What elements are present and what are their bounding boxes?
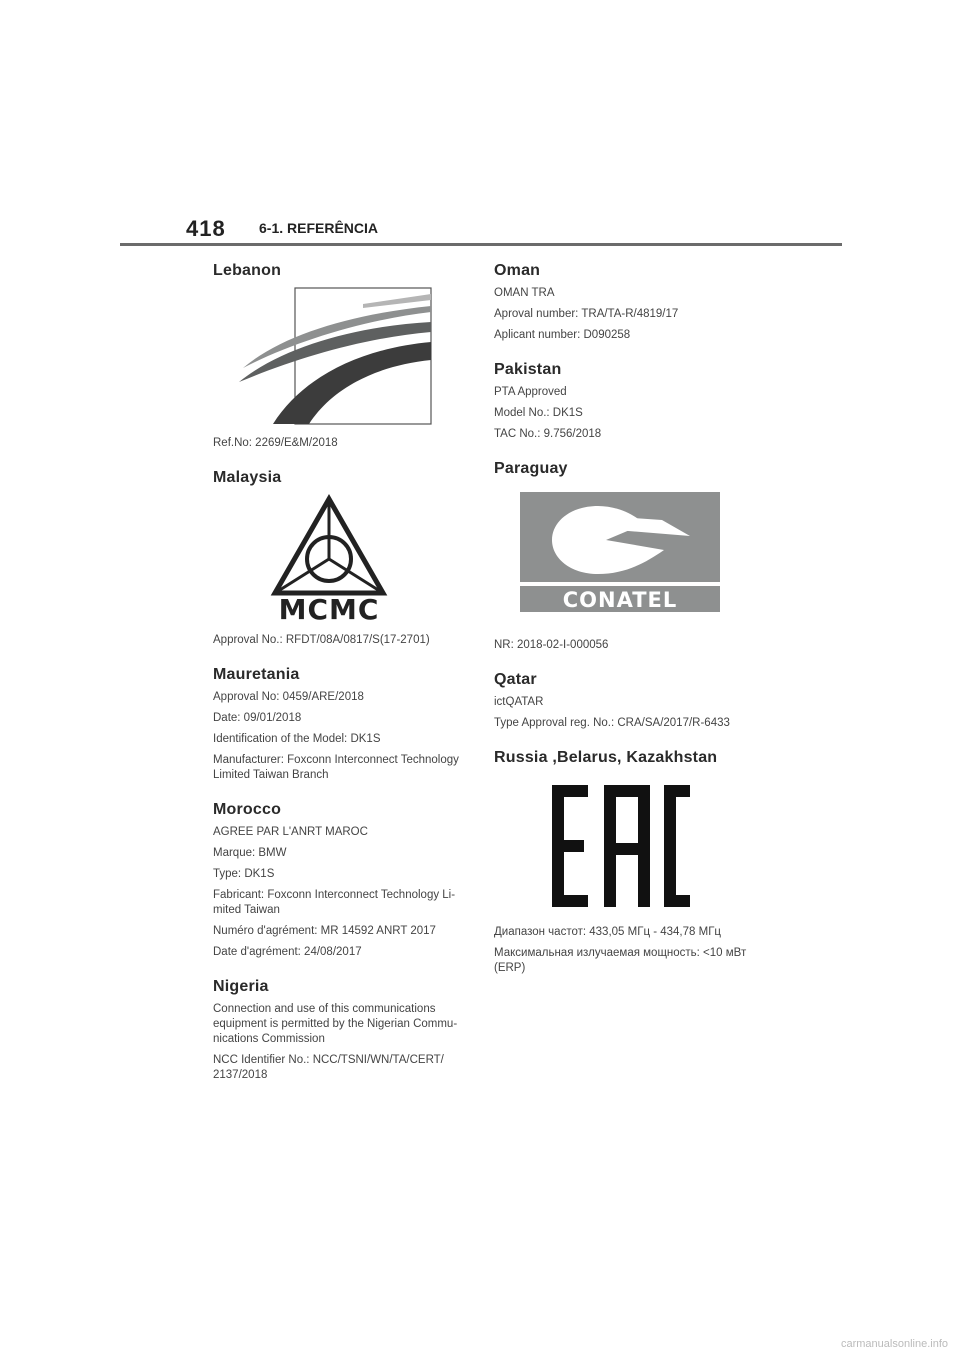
text-line: Диапазон частот: 433,05 МГц - 434,78 МГц [494, 926, 722, 938]
section-title: Nigeria [213, 978, 269, 995]
left-column [213, 262, 465, 1101]
text-line: AGREE PAR L'ANRT MAROC [213, 826, 368, 838]
page-header [120, 212, 842, 248]
conatel-logo-icon [494, 490, 734, 620]
section-morocco [213, 801, 465, 960]
text-line: NCC Identifier No.: NCC/TSNI/WN/TA/CERT/ 2137/2018 [213, 1054, 444, 1081]
text-line: Fabricant: Foxconn Interconnect Technology Li-mited Taiwan [213, 889, 456, 916]
lebanon-logo-icon [213, 286, 433, 426]
mcmc-logo-icon [213, 493, 433, 623]
section-mauretania [213, 666, 465, 783]
page-number: 418 [186, 216, 226, 241]
text-line: OMAN TRA [494, 287, 555, 299]
section-pakistan [494, 361, 754, 442]
watermark: carmanualsonline.info [840, 1338, 948, 1350]
section-nigeria [213, 978, 465, 1083]
text-line: Ref.No: 2269/E&M/2018 [213, 437, 338, 449]
section-title: Pakistan [494, 361, 562, 378]
section-malaysia [213, 469, 465, 648]
section-title: Qatar [494, 671, 537, 688]
text-line: TAC No.: 9.756/2018 [494, 428, 602, 440]
text-line: Approval No: 0459/ARE/2018 [213, 691, 364, 703]
text-line: Date d'agrément: 24/08/2017 [213, 946, 362, 958]
text-line: Model No.: DK1S [494, 407, 583, 419]
section-title: Oman [494, 262, 541, 279]
text-line: Connection and use of this communications equipment is permitted by the Nigerian Commu-nications Commission [213, 1003, 458, 1045]
text-line: Manufacturer: Foxconn Interconnect Technology Limited Taiwan Branch [213, 754, 459, 781]
chapter-title: 6-1. REFERÊNCIA [259, 220, 379, 236]
text-line: Numéro d'agrément: MR 14592 ANRT 2017 [213, 925, 436, 937]
section-russia [494, 749, 754, 976]
section-qatar [494, 671, 754, 731]
header-rule [120, 243, 842, 246]
section-oman [494, 262, 754, 343]
text-line: Identification of the Model: DK1S [213, 733, 381, 745]
section-title: Russia ,Belarus, Kazakhstan [494, 749, 718, 766]
eac-logo-icon [494, 781, 734, 911]
mcmc-logo-text: MCMC [278, 593, 380, 623]
conatel-logo-text: CONATEL [562, 588, 678, 612]
section-lebanon [213, 262, 465, 451]
text-line: ictQATAR [494, 696, 544, 708]
text-line: Type Approval reg. No.: CRA/SA/2017/R-6433 [494, 717, 730, 729]
text-line: NR: 2018-02-I-000056 [494, 639, 609, 651]
text-line: Type: DK1S [213, 868, 275, 880]
section-title: Malaysia [213, 469, 282, 486]
text-line: Aplicant number: D090258 [494, 329, 631, 341]
text-line: PTA Approved [494, 386, 567, 398]
section-title: Mauretania [213, 666, 300, 683]
section-title: Paraguay [494, 460, 568, 477]
section-paraguay [494, 460, 754, 653]
text-line: Approval No.: RFDT/08A/0817/S(17-2701) [213, 634, 430, 646]
right-column [494, 262, 754, 994]
text-line: Максимальная излучаемая мощность: <10 мВт (ERP) [494, 947, 747, 974]
section-title: Lebanon [213, 262, 282, 279]
text-line: Marque: BMW [213, 847, 287, 859]
text-line: Date: 09/01/2018 [213, 712, 302, 724]
text-line: Aproval number: TRA/TA-R/4819/17 [494, 308, 679, 320]
section-title: Morocco [213, 801, 282, 818]
